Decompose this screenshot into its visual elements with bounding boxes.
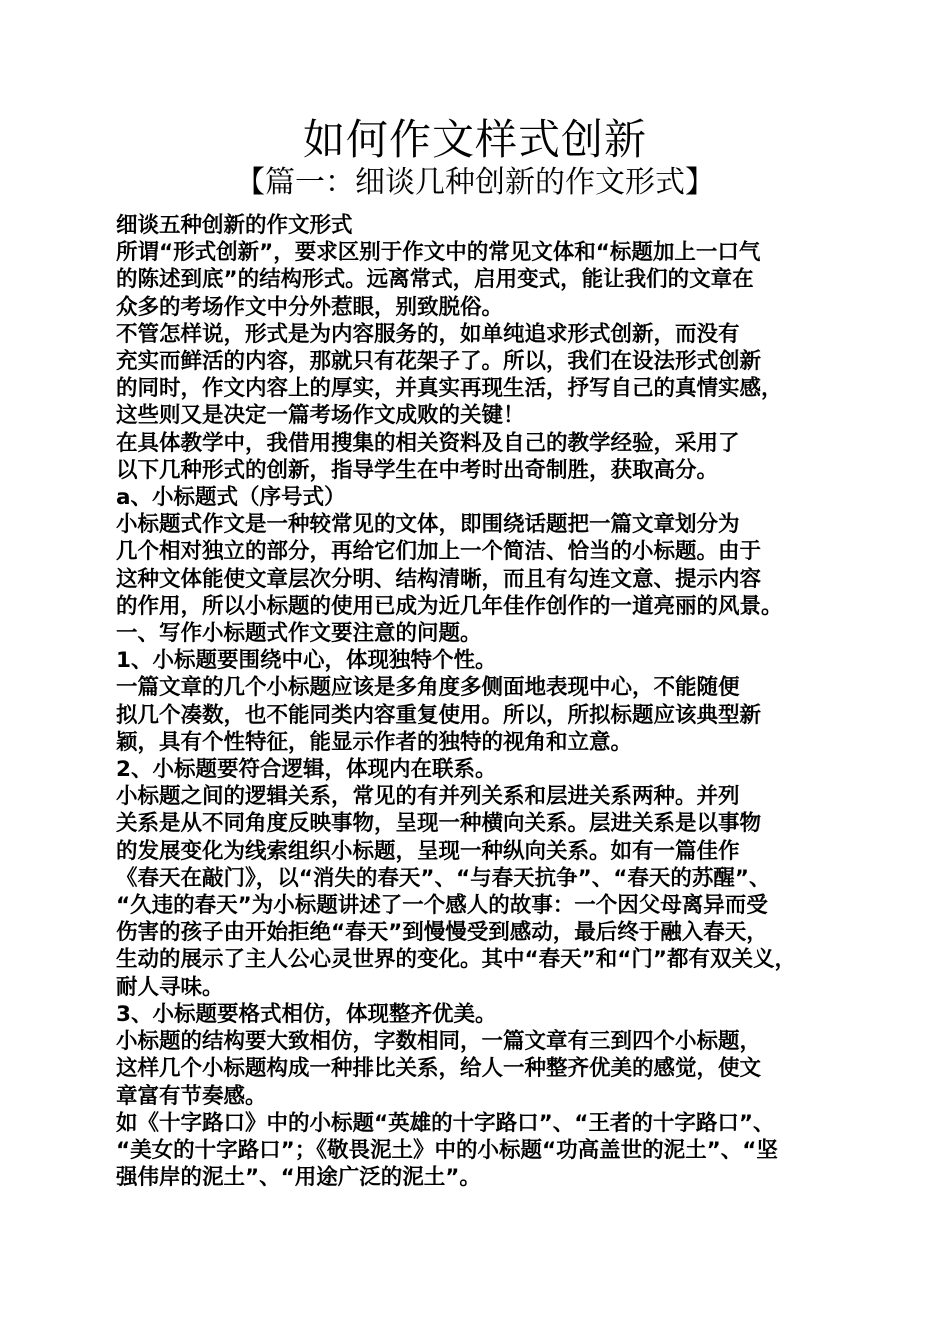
text-line: “美女的十字路口”；《敬畏泥土》中的小标题“功高盖世的泥土”、“坚 <box>116 1137 778 1163</box>
text-line: 1、小标题要围绕中心，体现独特个性。 <box>116 648 497 674</box>
text-line: 如《十字路口》中的小标题“英雄的十字路口”、“王者的十字路口”、 <box>116 1110 775 1136</box>
text-line: 的发展变化为线索组织小标题，呈现一种纵向关系。如有一篇佳作 <box>116 838 740 864</box>
text-line: 伤害的孩子由开始拒绝“春天”到慢慢受到感动，最后终于融入春天， <box>116 920 768 946</box>
text-line: 生动的展示了主人公心灵世界的变化。其中“春天”和“门”都有双关义， <box>116 947 797 973</box>
text-line: 《春天在敲门》，以“消失的春天”、“与春天抗争”、“春天的苏醒”、 <box>116 865 771 891</box>
text-line: 这些则又是决定一篇考场作文成败的关键！ <box>116 403 525 429</box>
document-body <box>116 212 856 1191</box>
text-line: 这样几个小标题构成一种排比关系，给人一种整齐优美的感觉，使文 <box>116 1056 762 1082</box>
text-line: 2、小标题要符合逻辑，体现内在联系。 <box>116 757 497 783</box>
text-line: 以下几种形式的创新，指导学生在中考时出奇制胜，获取高分。 <box>116 457 719 483</box>
page-subtitle: 【篇一：细谈几种创新的作文形式】 <box>235 165 715 200</box>
text-line: 在具体教学中，我借用搜集的相关资料及自己的教学经验，采用了 <box>116 430 740 456</box>
text-line: 的作用，所以小标题的使用已成为近几年佳作创作的一道亮丽的风景。 <box>116 593 783 619</box>
text-line: 强伟岸的泥土”、“用途广泛的泥土”。 <box>116 1165 481 1191</box>
text-line: 细谈五种创新的作文形式 <box>116 213 353 238</box>
text-line: 充实而鲜活的内容，那就只有花架子了。所以，我们在设法形式创新 <box>116 349 762 375</box>
text-line: 关系是从不同角度反映事物，呈现一种横向关系。层进关系是以事物 <box>116 811 762 837</box>
text-line: 几个相对独立的部分，再给它们加上一个简洁、恰当的小标题。由于 <box>116 539 762 565</box>
page-title: 如何作文样式创新 <box>302 115 647 164</box>
text-line: 不管怎样说，形式是为内容服务的，如单纯追求形式创新，而没有 <box>116 321 740 347</box>
text-line: 小标题的结构要大致相仿，字数相同，一篇文章有三到四个小标题， <box>116 1029 762 1055</box>
text-line: 拟几个凑数，也不能同类内容重复使用。所以，所拟标题应该典型新 <box>116 702 762 728</box>
text-line: 这种文体能使文章层次分明、结构清晰，而且有勾连文意、提示内容 <box>116 566 762 592</box>
text-line: 所谓“形式创新”，要求区别于作文中的常见文体和“标题加上一口气 <box>116 240 761 266</box>
text-line: 一、写作小标题式作文要注意的问题。 <box>116 621 482 647</box>
text-line: 的同时，作文内容上的厚实，并真实再现生活，抒写自己的真情实感， <box>116 376 783 402</box>
text-line: 小标题式作文是一种较常见的文体，即围绕话题把一篇文章划分为 <box>116 512 740 538</box>
text-line: 小标题之间的逻辑关系，常见的有并列关系和层进关系两种。并列 <box>116 784 740 810</box>
text-line: 的陈述到底”的结构形式。远离常式，启用变式，能让我们的文章在 <box>116 267 754 293</box>
text-line: “久违的春天”为小标题讲述了一个感人的故事：一个因父母离异而受 <box>116 893 768 919</box>
text-line: 一篇文章的几个小标题应该是多角度多侧面地表现中心，不能随便 <box>116 675 740 701</box>
text-line: 3、小标题要格式相仿，体现整齐优美。 <box>116 1001 497 1027</box>
text-line: 耐人寻味。 <box>116 974 224 1000</box>
text-line: 众多的考场作文中分外惹眼，别致脱俗。 <box>116 294 504 320</box>
text-line: a、小标题式（序号式） <box>116 485 346 511</box>
text-line: 章富有节奏感。 <box>116 1083 267 1109</box>
text-line: 颖，具有个性特征，能显示作者的独特的视角和立意。 <box>116 729 633 755</box>
